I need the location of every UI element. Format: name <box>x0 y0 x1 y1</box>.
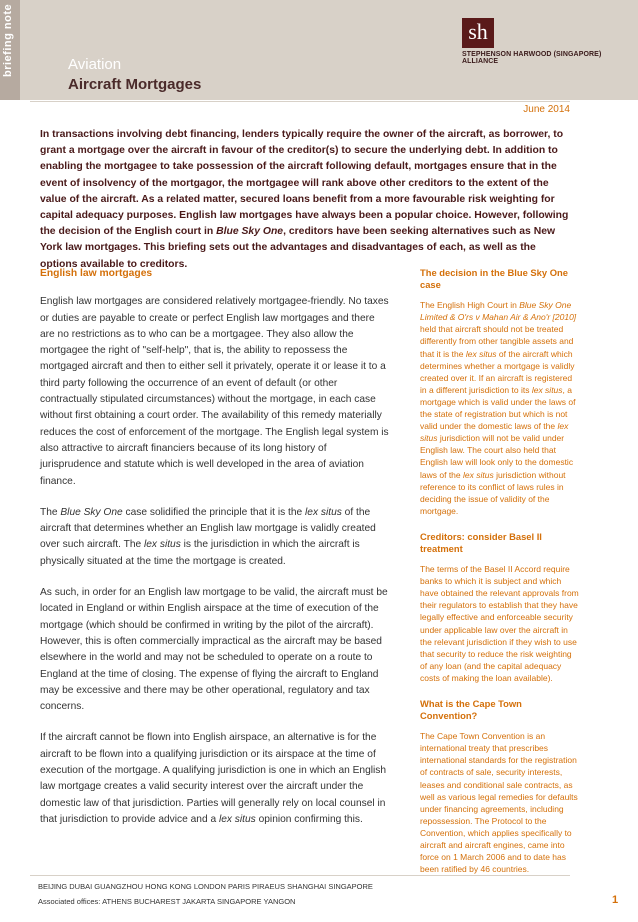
p4-text-b: opinion confirming this. <box>255 813 363 825</box>
publication-date: June 2014 <box>523 104 570 115</box>
r1-text-b: held that aircraft should not be treated differently from other tangible assets and that it is the <box>420 324 574 359</box>
paragraph-3: As such, in order for an English law mortgage to be valid, the aircraft must be located in England or within English airspace at the time of execution of the mortgage (which should be confirmed in writing by the pilot of the aircraft). However, this is often commercially impractical as the aircraft may be based elsewhere in the world and may not be scheduled to operate on a route to England at the time of closing. The expense of flying the aircraft to England may be excessive and there may be other operational, regulatory and tax concerns. <box>40 587 388 713</box>
section-label: Aviation <box>68 56 122 73</box>
firm-name: STEPHENSON HARWOOD (SINGAPORE) ALLIANCE <box>462 51 602 65</box>
intro-text-part2: , creditors have been seeking alternatives such as New York law mortgages. This briefing sets out the advantages and disadvantages of each, as well as the options available to creditors. <box>40 226 556 270</box>
p2-text-b: case solidified the principle that it is the <box>122 506 306 518</box>
date-divider <box>30 101 570 115</box>
r1-text-d: , a mortgage which is valid under the laws of the state of registration but which is not valid under the domestic laws of the <box>420 384 576 432</box>
section-heading-english-law: English law mortgages <box>40 268 153 279</box>
r1-text-c: of the aircraft which determines whether a mortgage is validly created over it. If an aircraft is registered in a different jurisdiction to its <box>420 348 575 395</box>
r1-text-a: The English High Court in <box>420 300 520 311</box>
footer-divider <box>30 875 570 876</box>
sidebar-paragraph-3: The Cape Town Convention is an international treaty that prescribes international standards for the registration of contracts of sale, security interests, leases and conditional sale contracts, as well as various legal remedies for defaults under financing agreements, including repossession. The Protocol to the Convention, which applies specifically to aircraft and aircraft engines, came into force on 1 March 2006 and to date has been ratified by 46 countries. <box>420 731 578 875</box>
main-column <box>40 266 390 843</box>
intro-paragraph <box>40 127 572 273</box>
page-title: Aircraft Mortgages <box>68 76 202 93</box>
page-number: 1 <box>612 894 619 906</box>
paragraph-2 <box>40 505 390 570</box>
r1-lex-situs-3: lex situs <box>420 421 569 444</box>
p2-lex-situs-2: lex situs <box>144 539 181 551</box>
heading-cape-town: What is the Cape Town Convention? <box>420 698 522 722</box>
r1-case-name: Blue Sky One Limited & O'rs v Mahan Air & Ano'r [2010] <box>420 300 577 323</box>
p4-text-a: If the aircraft cannot be flown into English airspace, an alternative is for the aircraft to be flown into a qualifying jurisdiction or its airspace at the time of execution of the mortgage. A qualifying jurisdiction is one in which an English law mortgage creates a valid security interest over the aircraft under the domestic law of that jurisdiction. Parties will generally rely on local counsel in that jurisdiction to provide advice and a <box>40 732 387 825</box>
briefing-note-label: briefing note <box>2 4 14 78</box>
intro-case-name: Blue Sky One <box>216 226 284 238</box>
footer-office-cities: BEIJING DUBAI GUANGZHOU HONG KONG LONDON PARIS PIRAEUS SHANGHAI SINGAPORE <box>38 882 373 891</box>
sidebar-column <box>420 267 580 889</box>
sh-logo-icon: sh <box>462 18 494 48</box>
r1-lex-situs-2: lex situs <box>531 384 563 395</box>
p2-text-a: The <box>40 506 61 518</box>
r1-lex-situs-1: lex situs <box>465 348 497 359</box>
r1-lex-situs-4: lex situs <box>463 469 494 480</box>
footer-associated-offices: Associated offices: ATHENS BUCHAREST JAKARTA SINGAPORE YANGON <box>38 897 296 906</box>
p2-case-name: Blue Sky One <box>60 506 123 518</box>
heading-basel-ii: Creditors: consider Basel II treatment <box>420 530 542 554</box>
p4-lex-situs: lex situs <box>218 813 256 825</box>
r1-text-f: jurisdiction without reference to its conflict of laws rules in deciding the issue of validity of the mortgage. <box>420 469 566 516</box>
sidebar-paragraph-1 <box>420 299 580 517</box>
p2-text-d: is the jurisdiction in which the aircraft is physically situated at the time the mortgage is created. <box>40 539 360 567</box>
paragraph-4 <box>40 730 390 828</box>
sidebar-paragraph-2: The terms of the Basel II Accord require banks to which it is subject and which have obtained the relevant approvals from their regulators to establish that they have legally effective and enforceable security under applicable law over the aircraft in the relevant jurisdiction if they wish to use that security to reduce the risk weighting of any loan (and the capital adequacy costs of making the loan available). <box>420 564 579 683</box>
heading-blue-sky-one: The decision in the Blue Sky One case <box>420 267 568 291</box>
p2-text-c: of the aircraft that determines whether an English law mortgage is validly created over such aircraft. The <box>40 506 376 551</box>
paragraph-1: English law mortgages are considered relatively mortgagee-friendly. No taxes or duties are payable to create or perfect English law mortgages and there are no restrictions as to who can be a mortgagee. They also allow the mortgagee the right of "self-help", that is, the ability to repossess the mortgaged aircraft and then to either sell it privately, operate it or lease it to a third party following the occurrence of an event of default (or other contractually stipulated circumstances) without the mortgage, in each case without first obtaining a court order. The availability of this remedy materially reduces the cost of enforcement of the mortgage. The English legal system is also attractive to aircraft financiers because of its long history of jurisprudence and statute which is well developed in the area of aviation finance. <box>40 296 389 487</box>
p2-lex-situs-1: lex situs <box>305 506 342 518</box>
r1-text-e: jurisdiction will not be valid under English law. The court also held that English law will look only to the domestic laws of the <box>420 433 574 480</box>
intro-text-part1: In transactions involving debt financing, lenders typically require the owner of the aircraft, as borrower, to grant a mortgage over the aircraft in favour of the creditor(s) to secure the underlying debt. In addition to enabling the mortgagee to take possession of the aircraft following default, mortgages ensure that in the event of insolvency of the mortgagor, the mortgagee will rank above other creditors to the extent of the value of the aircraft. As a related matter, secured loans benefit from a more favourable risk weighting for capital adequacy purposes. English law mortgages have always been a popular choice. However, following the decision of the English court in <box>40 129 569 238</box>
